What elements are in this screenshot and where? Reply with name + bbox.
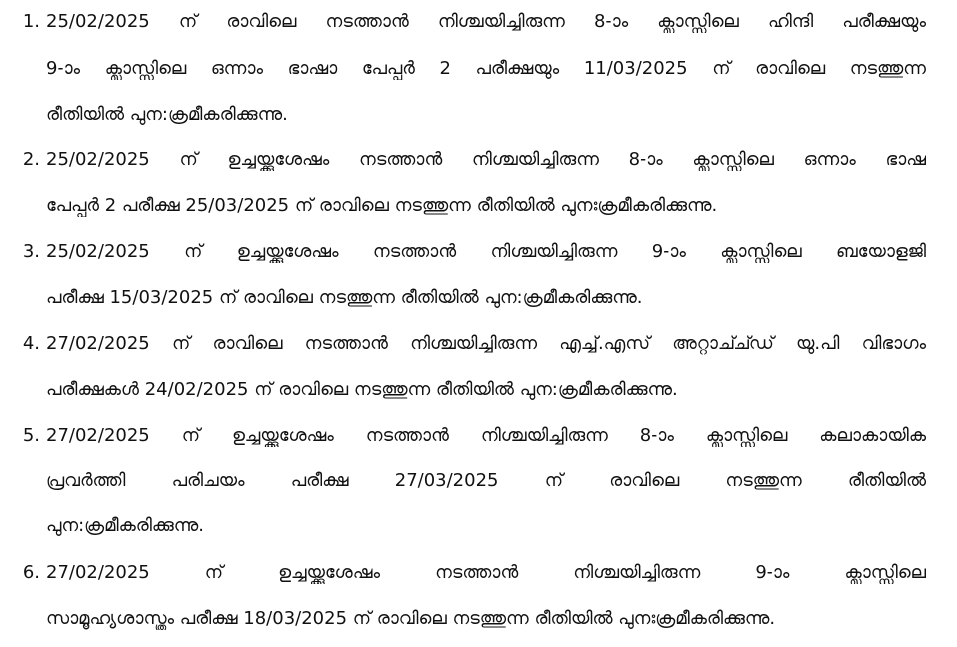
item-number: 2. bbox=[22, 149, 40, 170]
item-text-line: 9-ാം ക്ലാസ്സിലെ ഒന്നാം ഭാഷാ പേപ്പർ 2 പരീക്ഷയും 11/03/2025 ന് രാവിലെ നടത്തുന്ന bbox=[46, 58, 926, 79]
item-number: 3. bbox=[22, 241, 40, 262]
item-text-line: പരീക്ഷകൾ 24/02/2025 ന് രാവിലെ നടത്തുന്ന രീതിയിൽ പുന:ക്രമീകരിക്കുന്നു. bbox=[46, 379, 678, 400]
item-text-line: രീതിയിൽ പുന:ക്രമീകരിക്കുന്നു. bbox=[46, 104, 288, 125]
item-text-line: 27/02/2025 ന് ഉച്ചയ്ക്കുശേഷം നടത്താൻ നിശ്ചയിച്ചിരുന്ന 9-ാം ക്ലാസ്സിലെ bbox=[46, 562, 926, 583]
item-text-line: 25/02/2025 ന് ഉച്ചയ്ക്കുശേഷം നടത്താൻ നിശ്ചയിച്ചിരുന്ന 9-ാം ക്ലാസ്സിലെ ബയോളജി bbox=[46, 241, 926, 262]
item-text-line: പേപ്പർ 2 പരീക്ഷ 25/03/2025 ന് രാവിലെ നടത്തുന്ന രീതിയിൽ പുനഃക്രമീകരിക്കുന്നു. bbox=[46, 195, 718, 216]
item-text-line: 27/02/2025 ന് രാവിലെ നടത്താൻ നിശ്ചയിച്ചിരുന്ന എച്ച്.എസ് അറ്റാച്ച്ഡ് യു.പി വിഭാഗം bbox=[46, 333, 926, 354]
item-text-line: സാമൂഹ്യശാസ്ത്രം പരീക്ഷ 18/03/2025 ന് രാവിലെ നടത്തുന്ന രീതിയിൽ പുനഃക്രമീകരിക്കുന്നു. bbox=[46, 608, 776, 629]
item-text-line: പുന:ക്രമീകരിക്കുന്നു. bbox=[46, 515, 205, 536]
item-number: 5. bbox=[22, 425, 40, 446]
item-number: 1. bbox=[22, 11, 40, 32]
item-number: 6. bbox=[22, 562, 40, 583]
item-text-line: പരീക്ഷ 15/03/2025 ന് രാവിലെ നടത്തുന്ന രീതിയിൽ പുന:ക്രമീകരിക്കുന്നു. bbox=[46, 287, 643, 308]
item-text-line: 25/02/2025 ന് ഉച്ചയ്ക്കുശേഷം നടത്താൻ നിശ്ചയിച്ചിരുന്ന 8-ാം ക്ലാസ്സിലെ ഒന്നാം ഭാഷ bbox=[46, 149, 926, 170]
item-text-line: പ്രവർത്തി പരിചയം പരീക്ഷ 27/03/2025 ന് രാവിലെ നടത്തുന്ന രീതിയിൽ bbox=[46, 470, 926, 491]
item-number: 4. bbox=[22, 333, 40, 354]
item-text-line: 27/02/2025 ന് ഉച്ചയ്ക്കുശേഷം നടത്താൻ നിശ്ചയിച്ചിരുന്ന 8-ാം ക്ലാസ്സിലെ കലാകായിക bbox=[46, 425, 926, 446]
item-text-line: 25/02/2025 ന് രാവിലെ നടത്താൻ നിശ്ചയിച്ചിരുന്ന 8-ാം ക്ലാസ്സിലെ ഹിന്ദി പരീക്ഷയും bbox=[46, 11, 926, 32]
